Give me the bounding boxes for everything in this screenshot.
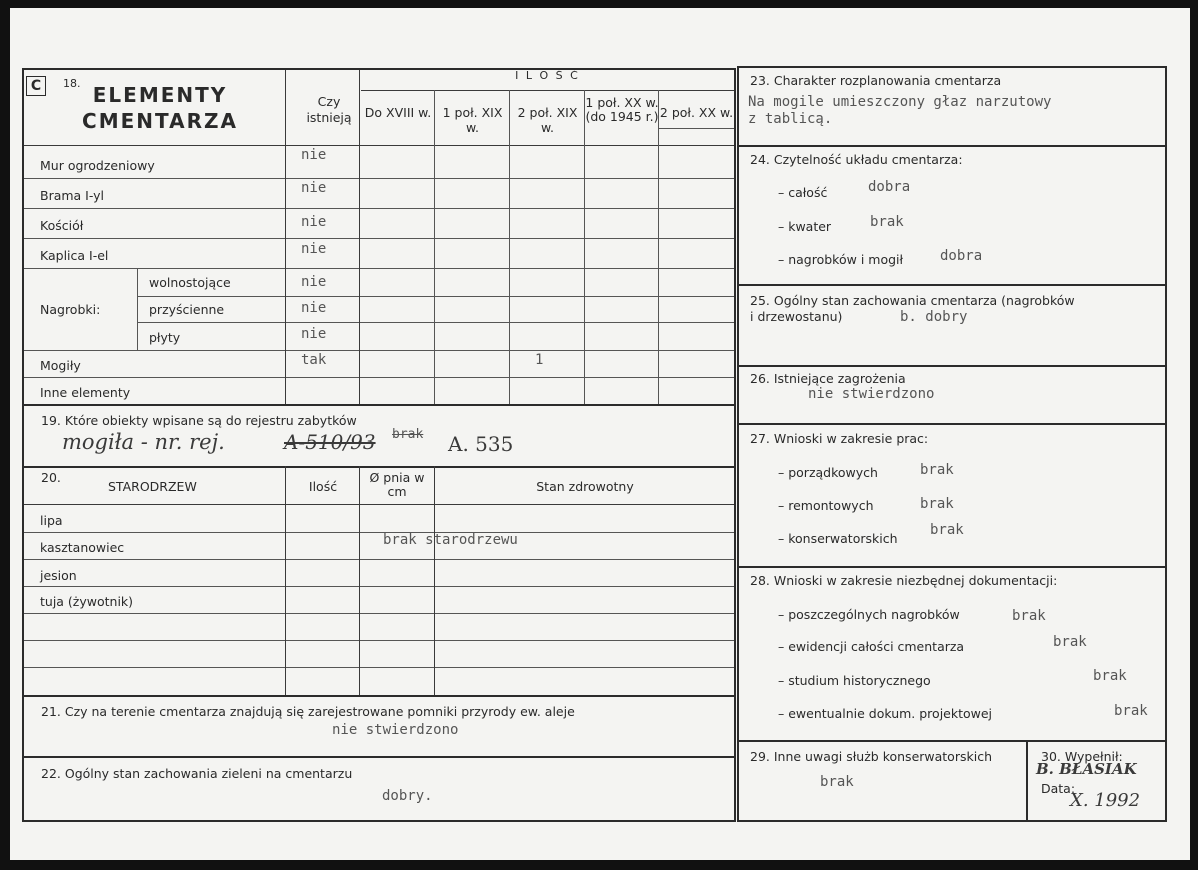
q25-answer: b. dobry bbox=[900, 309, 968, 325]
q28-item-0-label: – poszczególnych nagrobków bbox=[778, 607, 960, 622]
q25-label-line2: i drzewostanu) bbox=[750, 309, 843, 324]
q24-item-2-value: dobra bbox=[940, 248, 983, 264]
q28-item-0-value: brak bbox=[1012, 608, 1046, 624]
q27-item-2-value: brak bbox=[930, 522, 964, 538]
element-value-3: nie bbox=[301, 241, 327, 257]
q30-label: 30. Wypełnił: bbox=[1041, 749, 1123, 764]
starodrzew-title: STARODRZEW bbox=[108, 479, 197, 494]
q28-label: 28. Wnioski w zakresie niezbędnej dokumentacji: bbox=[750, 573, 1058, 588]
q26-label: 26. Istniejące zagrożenia bbox=[750, 371, 906, 386]
element-value-1: nie bbox=[301, 180, 327, 196]
element-label-0: Mur ogrodzeniowy bbox=[40, 158, 155, 173]
q28-item-2-label: – studium historycznego bbox=[778, 673, 931, 688]
q19-struck-typed: brak bbox=[392, 427, 424, 442]
section-number: 18. bbox=[63, 77, 81, 90]
q30-signature: B. BŁASIAK bbox=[1036, 760, 1137, 778]
element-value-2: nie bbox=[301, 214, 327, 230]
q28-item-1-label: – ewidencji całości cmentarza bbox=[778, 639, 965, 654]
q23-label: 23. Charakter rozplanowania cmentarza bbox=[750, 73, 1002, 88]
element-value-7: tak bbox=[301, 352, 327, 368]
col-exists-header: Czy istnieją bbox=[306, 94, 352, 125]
q27-label: 27. Wnioski w zakresie prac: bbox=[750, 431, 929, 446]
element-value-0: nie bbox=[301, 147, 327, 163]
q28-item-1-value: brak bbox=[1053, 634, 1087, 650]
q29-label: 29. Inne uwagi służb konserwatorskich bbox=[750, 749, 992, 764]
q19-reg-number: A. 535 bbox=[448, 432, 514, 456]
element-label-5: przyścienne bbox=[149, 302, 225, 317]
starodrzew-col-health: Stan zdrowotny bbox=[536, 479, 634, 494]
q19-struck: A-510/93 bbox=[284, 430, 376, 454]
q19-handwritten: mogiła - nr. rej. bbox=[62, 430, 225, 454]
starodrzew-note: brak starodrzewu bbox=[383, 532, 518, 548]
period-2: 2 poł. XIX w. bbox=[517, 105, 578, 135]
col-quantity-header: I L O Ś Ć bbox=[515, 69, 580, 82]
tree-1: kasztanowiec bbox=[40, 540, 125, 555]
q24-item-1-label: – kwater bbox=[778, 219, 832, 234]
q19-label: 19. Które obiekty wpisane są do rejestru zabytków bbox=[41, 413, 357, 428]
element-value-6: nie bbox=[301, 326, 327, 342]
form-sheet bbox=[10, 8, 1190, 860]
q28-item-3-value: brak bbox=[1114, 703, 1148, 719]
q24-item-2-label: – nagrobków i mogił bbox=[778, 252, 904, 267]
section-title-line2: CMENTARZA bbox=[82, 109, 238, 133]
section-title-line1: ELEMENTY bbox=[92, 83, 228, 107]
tree-2: jesion bbox=[40, 568, 77, 583]
q29-answer: brak bbox=[820, 774, 854, 790]
period-3: 1 poł. XX w. (do 1945 r.) bbox=[585, 95, 659, 125]
element-label-7: Mogiły bbox=[40, 358, 81, 373]
element-label-1: Brama I-yl bbox=[40, 188, 105, 203]
element-label-4: wolnostojące bbox=[149, 275, 231, 290]
element-value-4: nie bbox=[301, 274, 327, 290]
starodrzew-col-quantity: Ilość bbox=[308, 479, 338, 494]
q24-label: 24. Czytelność układu cmentarza: bbox=[750, 152, 963, 167]
starodrzew-number: 20. bbox=[41, 470, 61, 485]
tree-0: lipa bbox=[40, 513, 63, 528]
q27-item-2-label: – konserwatorskich bbox=[778, 531, 898, 546]
period-0: Do XVIII w. bbox=[364, 105, 432, 120]
tree-3: tuja (żywotnik) bbox=[40, 594, 134, 609]
q27-item-0-label: – porządkowych bbox=[778, 465, 878, 480]
starodrzew-col-diameter: Ø pnia w cm bbox=[369, 470, 425, 500]
q24-item-1-value: brak bbox=[870, 214, 904, 230]
q27-item-1-value: brak bbox=[920, 496, 954, 512]
q21-answer: nie stwierdzono bbox=[332, 722, 459, 738]
q22-label: 22. Ogólny stan zachowania zieleni na cmentarzu bbox=[41, 766, 353, 781]
q23-answer-line2: z tablicą. bbox=[748, 111, 833, 127]
q26-answer: nie stwierdzono bbox=[808, 386, 935, 402]
period-1: 1 poł. XIX w. bbox=[442, 105, 503, 135]
q22-answer: dobry. bbox=[382, 788, 433, 804]
q28-item-3-label: – ewentualnie dokum. projektowej bbox=[778, 706, 993, 721]
q30-date: X. 1992 bbox=[1070, 790, 1141, 811]
q27-item-0-value: brak bbox=[920, 462, 954, 478]
element-label-8: Inne elementy bbox=[40, 385, 131, 400]
element-label-2: Kościół bbox=[40, 218, 84, 233]
q24-item-0-label: – całość bbox=[778, 185, 828, 200]
element-label-6: płyty bbox=[149, 330, 181, 345]
element-count-7: 1 bbox=[535, 352, 544, 368]
q30-date-label: Data: bbox=[1041, 781, 1076, 796]
q21-label: 21. Czy na terenie cmentarza znajdują się zarejestrowane pomniki przyrody ew. aleje bbox=[41, 704, 575, 719]
element-label-3: Kaplica I-el bbox=[40, 248, 109, 263]
nagrobki-label: Nagrobki: bbox=[40, 302, 101, 317]
q23-answer-line1: Na mogile umieszczony głaz narzutowy bbox=[748, 94, 1052, 110]
element-value-5: nie bbox=[301, 300, 327, 316]
q27-item-1-label: – remontowych bbox=[778, 498, 874, 513]
period-4: 2 poł. XX w. bbox=[659, 105, 734, 120]
section-letter-box: C bbox=[26, 76, 46, 96]
q24-item-0-value: dobra bbox=[868, 179, 911, 195]
q25-label-line1: 25. Ogólny stan zachowania cmentarza (nagrobków bbox=[750, 293, 1075, 308]
q28-item-2-value: brak bbox=[1093, 668, 1127, 684]
